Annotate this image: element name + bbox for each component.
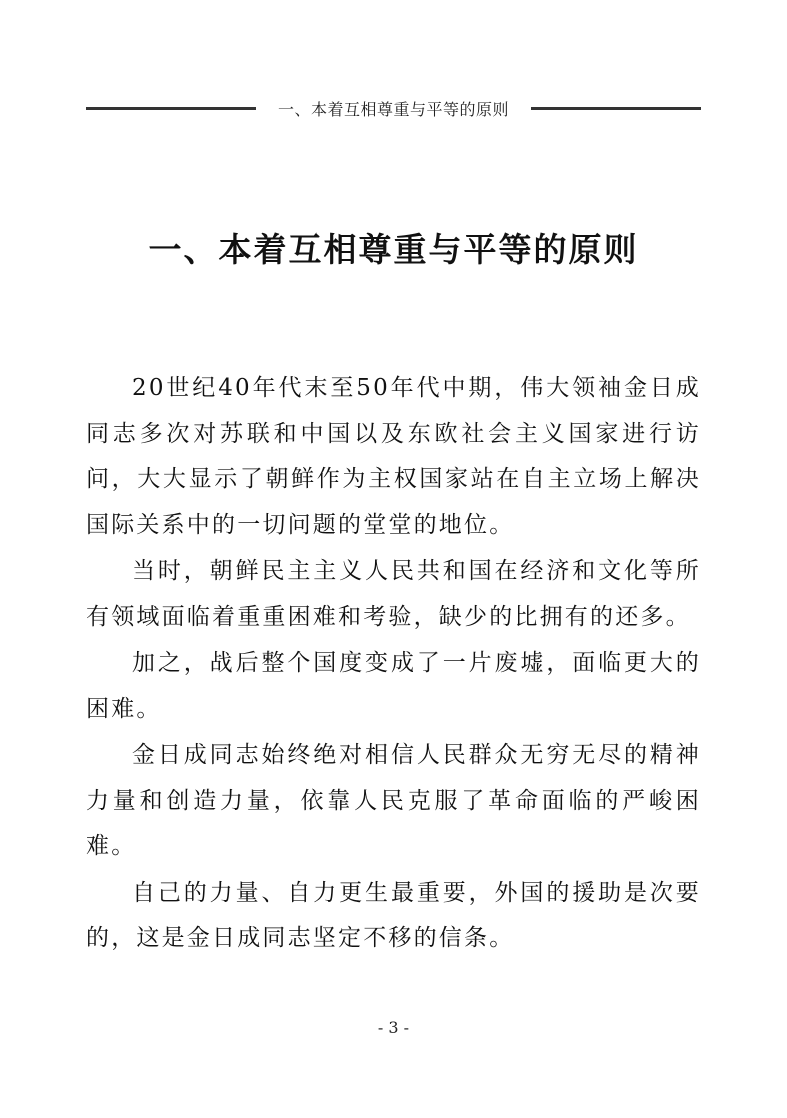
paragraph: 加之，战后整个国度变成了一片废墟，面临更大的困难。 <box>86 650 701 722</box>
body-text <box>86 366 701 962</box>
chapter-title: 一、本着互相尊重与平等的原则 <box>148 230 639 269</box>
running-header-title: 一、本着互相尊重与平等的原则 <box>278 99 510 119</box>
header-rule-right <box>531 107 701 110</box>
paragraph: 自己的力量、自力更生最重要，外国的援助是次要的，这是金日成同志坚定不移的信条。 <box>86 879 701 951</box>
paragraph: 20世纪40年代末至50年代中期，伟大领袖金日成同志多次对苏联和中国以及东欧社会主义国家进行访问，大大显示了朝鲜作为主权国家站在自主立场上解决国际关系中的一切问题的堂堂的地位。 <box>86 375 701 538</box>
paragraph: 当时，朝鲜民主主义人民共和国在经济和文化等所有领域面临着重重困难和考验，缺少的比拥有的还多。 <box>86 558 701 630</box>
running-header <box>86 96 701 120</box>
header-rule-left <box>86 107 256 110</box>
page-number: - 3 - <box>377 1018 410 1037</box>
paragraph: 金日成同志始终绝对相信人民群众无穷无尽的精神力量和创造力量，依靠人民克服了革命面临的严峻困难。 <box>86 742 701 859</box>
